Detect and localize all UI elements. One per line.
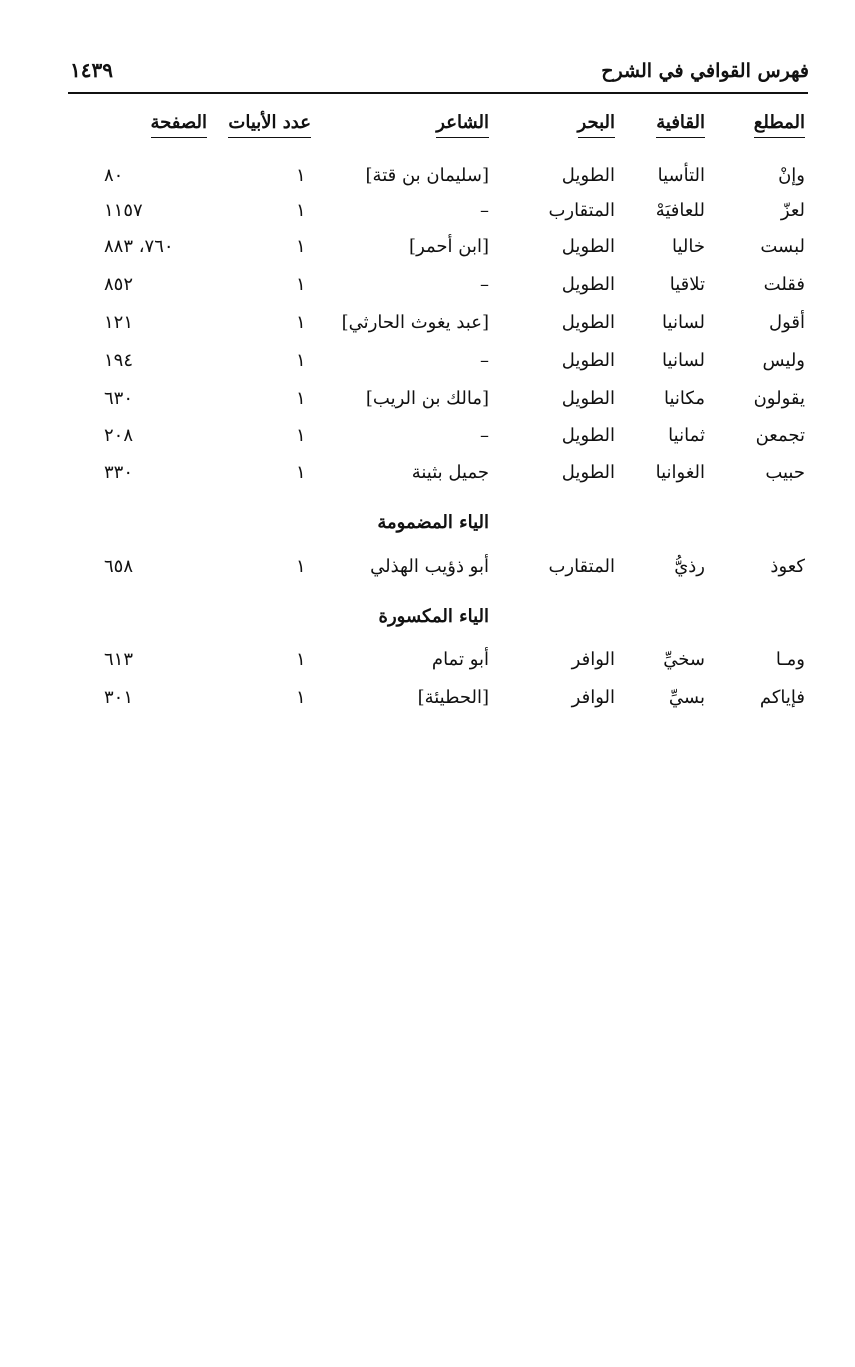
index-cell-meter: الطويل	[561, 236, 615, 257]
index-cell-meter: الطويل	[561, 165, 615, 186]
index-cell-pages: ١٩٤	[104, 350, 134, 371]
index-cell-rhyme: ثمانيا	[668, 425, 705, 446]
index-cell-opening: يقولون	[753, 388, 805, 409]
index-cell-rhyme: الغوانيا	[655, 462, 705, 483]
index-cell-count: ١	[296, 312, 306, 333]
index-cell-poet: جميل بثينة	[411, 462, 489, 483]
index-cell-meter: الطويل	[561, 425, 615, 446]
column-header-pages: الصفحة	[151, 112, 207, 138]
index-cell-pages: ٧٦٠، ٨٨٣	[104, 236, 174, 257]
index-cell-rhyme: لسانيا	[662, 312, 705, 333]
index-cell-meter: المتقارب	[548, 200, 615, 221]
section-title-maksura: الياء المكسورة	[378, 606, 489, 627]
index-cell-pages: ٣٣٠	[104, 462, 134, 483]
index-cell-meter: الطويل	[561, 388, 615, 409]
index-cell-count: ١	[296, 687, 306, 708]
index-cell-count: ١	[296, 350, 306, 371]
index-cell-opening: لبست	[760, 236, 805, 257]
index-cell-meter: الوافر	[571, 649, 615, 670]
index-cell-poet: –	[480, 350, 489, 371]
index-cell-opening: فقلت	[763, 274, 805, 295]
index-cell-poet: [الحطيئة]	[417, 687, 489, 708]
index-cell-pages: ٨٥٢	[104, 274, 134, 295]
index-cell-opening: فإياكم	[759, 687, 805, 708]
index-cell-opening: ومـا	[775, 649, 805, 670]
index-cell-rhyme: لسانيا	[662, 350, 705, 371]
index-cell-meter: الطويل	[561, 350, 615, 371]
index-cell-poet: –	[480, 274, 489, 295]
index-cell-opening: لعزّ	[780, 200, 805, 221]
index-cell-count: ١	[296, 556, 306, 577]
index-cell-count: ١	[296, 200, 306, 221]
index-cell-pages: ٨٠	[104, 165, 124, 186]
index-cell-opening: حبيب	[765, 462, 805, 483]
index-cell-pages: ١١٥٧	[104, 200, 143, 221]
index-cell-poet: [عبد يغوث الحارثي]	[341, 312, 489, 333]
column-header-rhyme: القافية	[656, 112, 705, 138]
index-cell-rhyme: تلاقيا	[669, 274, 705, 295]
index-cell-poet: [ابن أحمر]	[409, 236, 489, 257]
column-header-meter: البحر	[578, 112, 615, 138]
index-cell-poet: أبو ذؤيب الهذلي	[370, 556, 489, 577]
index-cell-rhyme: بسيِّ	[668, 687, 705, 708]
index-cell-poet: [مالك بن الريب]	[365, 388, 489, 409]
index-cell-opening: تجمعن	[755, 425, 805, 446]
index-cell-rhyme: للعافيَهْ	[655, 200, 705, 221]
index-cell-opening: أقول	[769, 312, 805, 333]
running-title: فهرس القوافي في الشرح	[601, 60, 809, 82]
column-header-poet: الشاعر	[436, 112, 489, 138]
index-cell-rhyme: مكانيا	[664, 388, 705, 409]
index-cell-count: ١	[296, 236, 306, 257]
column-header-count: عدد الأبيات	[228, 112, 311, 138]
section-title-maddmuma: الياء المضمومة	[377, 512, 489, 533]
index-cell-meter: الطويل	[561, 462, 615, 483]
index-cell-meter: الطويل	[561, 312, 615, 333]
index-cell-rhyme: سخيِّ	[663, 649, 705, 670]
index-cell-opening: وليس	[762, 350, 805, 371]
index-cell-meter: الطويل	[561, 274, 615, 295]
index-cell-count: ١	[296, 388, 306, 409]
index-cell-pages: ١٢١	[104, 312, 134, 333]
index-cell-meter: الوافر	[571, 687, 615, 708]
index-cell-meter: المتقارب	[548, 556, 615, 577]
index-cell-count: ١	[296, 274, 306, 295]
index-cell-opening: وإنْ	[778, 165, 805, 186]
index-cell-count: ١	[296, 165, 306, 186]
index-cell-poet: [سليمان بن قتة]	[365, 165, 489, 186]
index-cell-pages: ٦٥٨	[104, 556, 134, 577]
index-cell-poet: –	[480, 425, 489, 446]
column-header-opening: المطلع	[754, 112, 805, 138]
header-rule	[68, 92, 808, 94]
index-cell-poet: –	[480, 200, 489, 221]
index-cell-count: ١	[296, 425, 306, 446]
index-cell-poet: أبو تمام	[431, 649, 489, 670]
index-cell-opening: كعوذ	[770, 556, 805, 577]
index-cell-rhyme: رذيُّ	[674, 556, 705, 577]
index-cell-pages: ٦١٣	[104, 649, 134, 670]
index-cell-count: ١	[296, 462, 306, 483]
index-cell-rhyme: خاليا	[671, 236, 705, 257]
index-cell-pages: ٣٠١	[104, 687, 134, 708]
index-cell-pages: ٦٣٠	[104, 388, 134, 409]
page-number: ١٤٣٩	[70, 58, 113, 82]
index-cell-pages: ٢٠٨	[104, 425, 134, 446]
index-cell-count: ١	[296, 649, 306, 670]
index-cell-rhyme: التأسيا	[657, 165, 705, 186]
